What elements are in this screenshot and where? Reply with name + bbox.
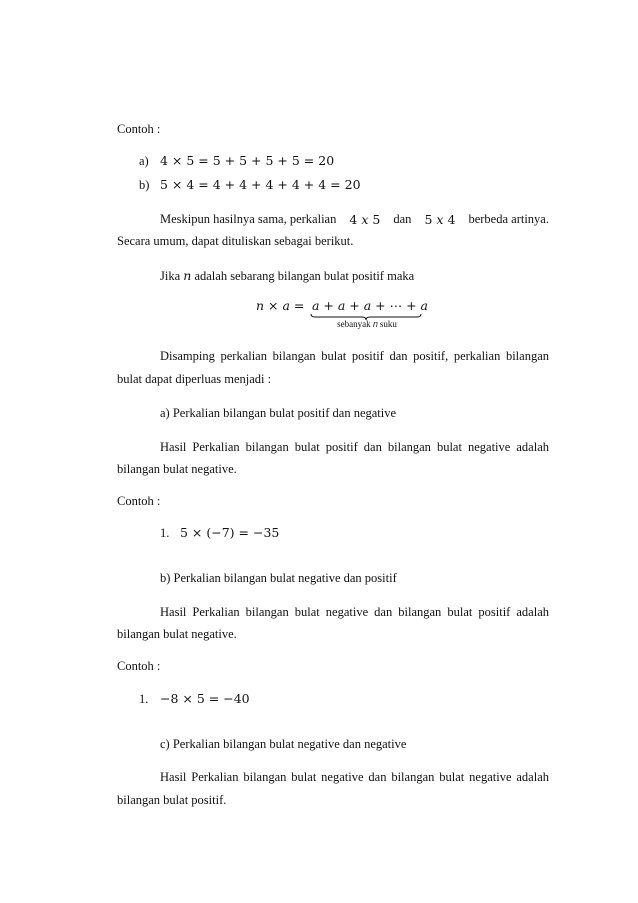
paragraph-meskipun-line2: Secara umum, dapat dituliskan sebagai berikut. <box>117 234 354 248</box>
example-label-b: b) <box>139 178 150 192</box>
case-a-example-label: 1. <box>160 526 170 540</box>
example-expr-a: 4 × 5 = 5 + 5 + 5 + 5 = 20 <box>160 153 335 168</box>
case-b-example-expr: −8 × 5 = −40 <box>160 691 250 706</box>
math-5x4: 5 𝑥 4 <box>424 212 456 227</box>
case-a-contoh: Contoh : <box>117 494 161 508</box>
case-b-example-label: 1. <box>139 692 149 706</box>
case-a-heading: a) Perkalian bilangan bulat positif dan negative <box>160 406 397 420</box>
math-n: 𝑛 <box>183 268 192 283</box>
paragraph-disamping-line2: bulat dapat diperluas menjadi : <box>117 372 272 386</box>
text-segment: berbeda artinya. <box>468 212 549 226</box>
contoh-label: Contoh : <box>117 122 161 136</box>
math-4x5: 4 𝑥 5 <box>349 212 381 227</box>
paragraph-disamping-line1: Disamping perkalian bilangan bulat positif dan positif, perkalian bilangan <box>160 349 549 363</box>
formula-rhs: 𝑎 + 𝑎 + 𝑎 + ⋯ + 𝑎 <box>312 298 428 313</box>
case-a-example-expr: 5 × (−7) = −35 <box>180 525 280 540</box>
text-segment: dan <box>393 212 412 226</box>
case-b-heading: b) Perkalian bilangan bulat negative dan positif <box>160 571 397 585</box>
formula-lhs: 𝑛 × 𝑎 = <box>256 298 305 313</box>
case-c-line1: Hasil Perkalian bilangan bulat negative dan bilangan bulat negative adalah <box>160 770 549 784</box>
case-a-line1: Hasil Perkalian bilangan bulat positif dan bilangan bulat negative adalah <box>160 440 549 454</box>
case-b-line1: Hasil Perkalian bilangan bulat negative dan bilangan bulat positif adalah <box>160 605 549 619</box>
case-a-line2: bilangan bulat negative. <box>117 462 237 476</box>
case-b-line2: bilangan bulat negative. <box>117 627 237 641</box>
example-expr-b: 5 × 4 = 4 + 4 + 4 + 4 + 4 = 20 <box>160 177 361 192</box>
paragraph-jika <box>160 268 414 284</box>
text-segment: adalah sebarang bilangan bulat positif maka <box>194 269 415 283</box>
case-b-contoh: Contoh : <box>117 659 161 673</box>
example-label-a: a) <box>139 154 149 168</box>
case-c-line2: bilangan bulat positif. <box>117 793 227 807</box>
underbrace-label: sebanyak 𝑛 suku <box>337 319 397 329</box>
paragraph-meskipun-line1 <box>160 212 549 227</box>
formula-n-times-a <box>256 298 426 338</box>
text-segment: Jika <box>160 269 181 283</box>
text-segment: Meskipun hasilnya sama, perkalian <box>160 212 337 226</box>
case-c-heading: c) Perkalian bilangan bulat negative dan negative <box>160 737 407 751</box>
